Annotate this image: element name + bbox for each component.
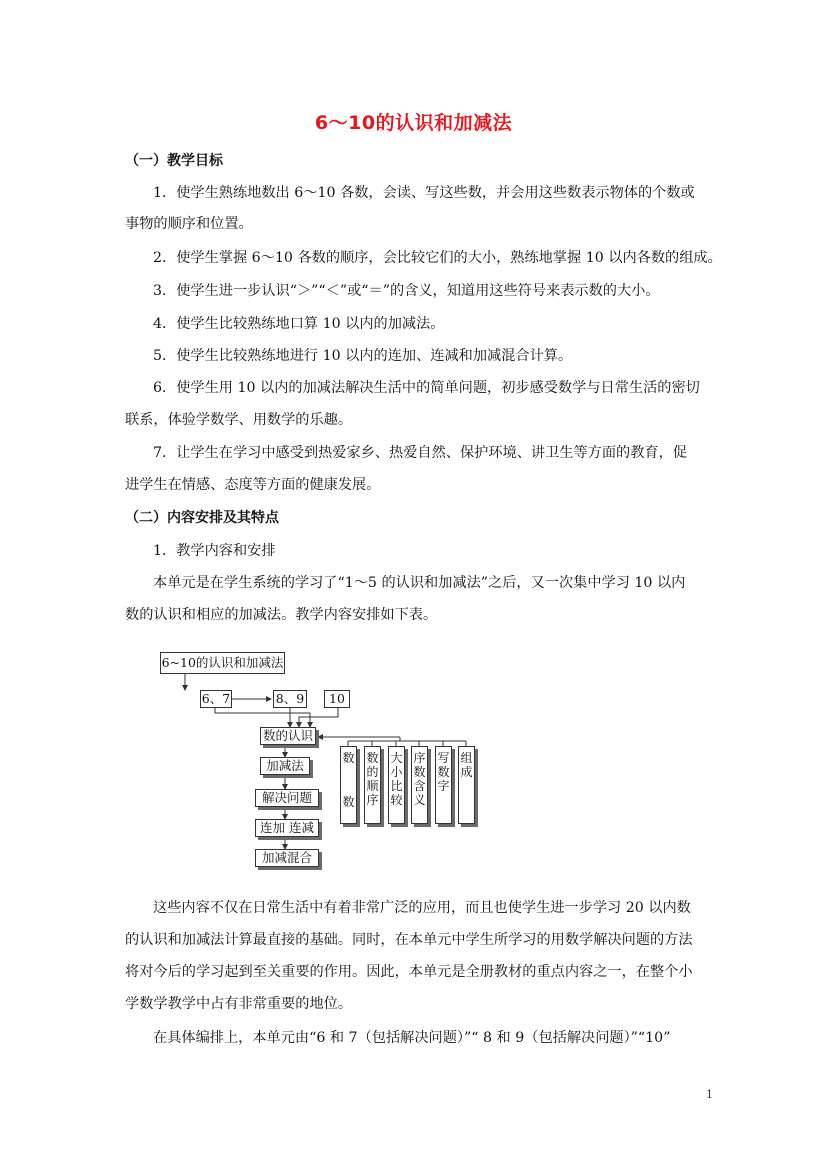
paragraph-line: 的认识和加减法计算最直接的基础。同时，在本单元中学生所学习的用数学解决问题的方法: [125, 932, 693, 948]
goal-line: 事物的顺序和位置。: [125, 216, 253, 232]
document-title: 6～10的认识和加减法: [314, 112, 513, 134]
diagram-box-mixed-ops: 加减混合: [255, 849, 319, 867]
diagram-char: 比: [390, 779, 403, 793]
diagram-char: 写: [437, 751, 450, 765]
goal-line: 进学生在情感、态度等方面的健康发展。: [125, 477, 381, 493]
diagram-box-6-7: 6、7: [200, 690, 232, 708]
section-heading-content: （二）内容安排及其特点: [125, 510, 279, 526]
diagram-box-problem-solving: 解决问题: [255, 789, 319, 807]
diagram-char: 的: [366, 765, 379, 779]
diagram-side-box-order: [364, 746, 381, 824]
diagram-char: 序: [413, 751, 426, 765]
paragraph-line: 数的认识和相应的加减法。教学内容安排如下表。: [125, 607, 438, 623]
diagram-char: 数: [437, 765, 450, 779]
diagram-char: 顺: [366, 779, 379, 793]
diagram-char: 字: [437, 779, 450, 793]
diagram-side-box-ordinal: [411, 746, 428, 824]
diagram-char: 组: [460, 751, 473, 765]
diagram-char: [341, 765, 356, 795]
diagram-char: 数: [342, 795, 355, 809]
diagram-side-box-compare: [388, 746, 405, 824]
diagram-char: 小: [390, 765, 403, 779]
paragraph-line: 这些内容不仅在日常生活中有着非常广泛的应用，而且也使学生进一步学习 20 以内数: [153, 900, 691, 916]
diagram-char: 义: [413, 793, 426, 807]
diagram-char: 数: [413, 765, 426, 779]
section-heading-goals: （一）教学目标: [125, 153, 223, 169]
diagram-char: 含: [413, 779, 426, 793]
diagram-side-box-writing: [435, 746, 452, 824]
diagram-char: 较: [390, 793, 403, 807]
content-structure-diagram: [160, 648, 496, 878]
goal-line: 联系，体验学数学、用数学的乐趣。: [125, 412, 353, 428]
diagram-box-chain-ops: 连加 连减: [255, 819, 319, 837]
diagram-char: 序: [366, 793, 379, 807]
diagram-side-box-composition: [458, 746, 475, 824]
goal-line: 6．使学生用 10 以内的加减法解决生活中的简单问题，初步感受数学与日常生活的密切: [153, 380, 700, 396]
page-number: 1: [706, 1088, 713, 1101]
diagram-box-add-subtract: 加减法: [260, 757, 310, 775]
paragraph-line: 将对今后的学习起到至关重要的作用。因此，本单元是全册教材的重点内容之一，在整个小: [125, 964, 693, 980]
subsection-heading: 1．教学内容和安排: [153, 543, 276, 559]
diagram-top-box: 6~10的认识和加减法: [160, 652, 285, 674]
diagram-char: 成: [460, 765, 473, 779]
goal-line: 5．使学生比较熟练地进行 10 以内的连加、连减和加减混合计算。: [153, 348, 573, 364]
goal-line: 7．让学生在学习中感受到热爱家乡、热爱自然、保护环境、讲卫生等方面的教育，促: [153, 445, 687, 461]
diagram-side-box-counting: [340, 746, 357, 824]
goal-line: 3．使学生进一步认识“＞”“＜”或“＝”的含义，知道用这些符号来表示数的大小。: [153, 283, 660, 299]
diagram-char: 数: [366, 751, 379, 765]
diagram-box-number-recognition: 数的认识: [260, 727, 316, 745]
paragraph-line: 在具体编排上，本单元由“6 和 7（包括解决问题）”“ 8 和 9（包括解决问题）”“10”: [153, 1030, 671, 1046]
paragraph-line: 本单元是在学生系统的学习了“1～5 的认识和加减法”之后，又一次集中学习 10 以内: [153, 575, 686, 591]
paragraph-line: 学数学教学中占有非常重要的地位。: [125, 996, 353, 1012]
goal-line: 2．使学生掌握 6～10 各数的顺序，会比较它们的大小，熟练地掌握 10 以内各数的组成。: [153, 250, 722, 266]
goal-line: 1．使学生熟练地数出 6～10 各数，会读、写这些数，并会用这些数表示物体的个数或: [153, 185, 695, 201]
diagram-char: 数: [342, 751, 355, 765]
diagram-box-10: 10: [324, 690, 350, 708]
goal-line: 4．使学生比较熟练地口算 10 以内的加减法。: [153, 316, 445, 332]
diagram-char: 大: [390, 751, 403, 765]
diagram-box-8-9: 8、9: [273, 690, 307, 708]
